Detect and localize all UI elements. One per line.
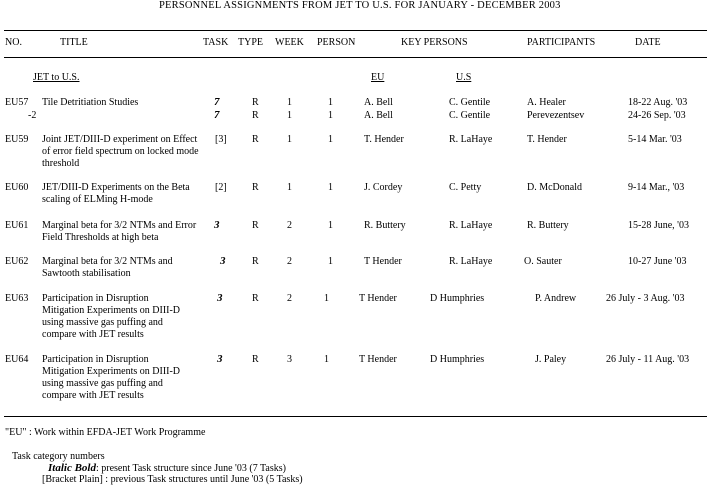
row-person: 1 — [328, 134, 333, 145]
table-bottom-rule — [4, 416, 707, 417]
row-title: Participation in Disruption Mitigation Experiments on DIII-D using massive gas puffing and compare with JET results — [42, 354, 181, 401]
row-person: 1 — [328, 110, 333, 121]
header-participants: PARTICIPANTS — [527, 37, 596, 48]
row-week: 2 — [287, 256, 292, 267]
row-task: 3 — [217, 292, 223, 304]
row-person: 1 — [328, 182, 333, 193]
row-task: 3 — [214, 219, 220, 231]
row-title: JET/DIII-D Experiments on the Beta scaling of ELMing H-mode — [42, 182, 190, 205]
row-date: 24-26 Sep. '03 — [628, 110, 686, 121]
row-title: Participation in Disruption Mitigation Experiments on DIII-D using massive gas puffing and compare with JET results — [42, 293, 181, 340]
row-no: EU57 — [5, 97, 29, 108]
row-date: 10-27 June '03 — [628, 256, 687, 267]
row-no: EU63 — [5, 293, 29, 304]
row-participants: A. Healer — [527, 97, 566, 108]
header-person: PERSON — [317, 37, 356, 48]
row-us-key: C. Gentile — [449, 97, 491, 108]
row-date: 9-14 Mar., '03 — [628, 182, 685, 193]
row-participants: T. Hender — [527, 134, 567, 145]
row-week: 1 — [287, 110, 292, 121]
row-no: EU62 — [5, 256, 29, 267]
row-task: 3 — [220, 255, 226, 267]
row-us-key: D Humphries — [430, 293, 485, 304]
row-participants: R. Buttery — [527, 220, 569, 231]
row-person: 1 — [328, 256, 333, 267]
header-key-persons: KEY PERSONS — [401, 37, 468, 48]
row-eu-key: T Hender — [364, 256, 402, 267]
row-task: 3 — [217, 353, 223, 365]
row-date: 26 July - 3 Aug. '03 — [606, 293, 685, 304]
row-person: 1 — [328, 97, 333, 108]
section-label: JET to U.S. — [33, 72, 80, 83]
section-us-column: U.S — [456, 72, 472, 83]
row-eu-key: T Hender — [359, 293, 397, 304]
row-title: Marginal beta for 3/2 NTMs and Sawtooth stabilisation — [42, 256, 173, 279]
row-no: EU60 — [5, 182, 29, 193]
row-task: [3] — [215, 134, 227, 145]
row-week: 1 — [287, 97, 292, 108]
row-no: EU59 — [5, 134, 29, 145]
header-week: WEEK — [275, 37, 304, 48]
row-week: 1 — [287, 134, 292, 145]
row-title: Marginal beta for 3/2 NTMs and Error Field Thresholds at high beta — [42, 220, 197, 243]
row-eu-key: J. Cordey — [364, 182, 403, 193]
row-participants: J. Paley — [535, 354, 567, 365]
footnote-task-category: Task category numbers — [12, 451, 105, 462]
header-bottom-rule — [4, 57, 707, 58]
row-date: 18-22 Aug. '03 — [628, 97, 688, 108]
row-task: 7 — [214, 96, 220, 108]
row-date: 26 July - 11 Aug. '03 — [606, 354, 690, 365]
row-type: R — [252, 256, 259, 267]
footnote-eu: "EU" : Work within EFDA-JET Work Programme — [5, 427, 206, 438]
row-type: R — [252, 354, 259, 365]
row-date: 5-14 Mar. '03 — [628, 134, 682, 145]
row-no: -2 — [28, 110, 37, 121]
row-week: 1 — [287, 182, 292, 193]
row-task: [2] — [215, 182, 227, 193]
row-type: R — [252, 182, 259, 193]
row-title: Joint JET/DIII-D experiment on Effect of error field spectrum on locked mode threshold — [42, 134, 199, 169]
row-person: 1 — [328, 220, 333, 231]
header-top-rule — [4, 30, 707, 31]
footnote-bracket: [Bracket Plain] : previous Task structures until June '03 (5 Tasks) — [42, 474, 303, 485]
row-no: EU64 — [5, 354, 29, 365]
row-eu-key: A. Bell — [364, 97, 393, 108]
footnote-italic-bold-label: Italic Bold — [48, 462, 96, 474]
row-task: 7 — [214, 109, 220, 121]
section-eu-column: EU — [371, 72, 385, 83]
row-title: Tile Detritiation Studies — [42, 97, 139, 108]
row-participants: O. Sauter — [524, 256, 562, 267]
row-eu-key: R. Buttery — [364, 220, 406, 231]
row-participants: D. McDonald — [527, 182, 582, 193]
row-eu-key: A. Bell — [364, 110, 393, 121]
row-participants: Perevezentsev — [527, 110, 585, 121]
row-us-key: D Humphries — [430, 354, 485, 365]
row-us-key: C. Gentile — [449, 110, 491, 121]
row-person: 1 — [324, 293, 329, 304]
row-us-key: R. LaHaye — [449, 220, 493, 231]
row-week: 2 — [287, 293, 292, 304]
row-eu-key: T Hender — [359, 354, 397, 365]
header-type: TYPE — [238, 37, 263, 48]
row-type: R — [252, 220, 259, 231]
document-title: PERSONNEL ASSIGNMENTS FROM JET TO U.S. FOR JANUARY - DECEMBER 2003 — [159, 0, 561, 11]
row-week: 2 — [287, 220, 292, 231]
row-date: 15-28 June, '03 — [628, 220, 689, 231]
row-us-key: R. LaHaye — [449, 256, 493, 267]
row-type: R — [252, 134, 259, 145]
row-type: R — [252, 97, 259, 108]
header-title: TITLE — [60, 37, 88, 48]
footnote-italic-bold-desc: : present Task structure since June '03 (7 Tasks) — [95, 463, 286, 474]
header-no: NO. — [5, 37, 22, 48]
row-type: R — [252, 293, 259, 304]
row-eu-key: T. Hender — [364, 134, 404, 145]
header-date: DATE — [635, 37, 661, 48]
row-participants: P. Andrew — [535, 293, 577, 304]
row-us-key: C. Petty — [449, 182, 482, 193]
row-person: 1 — [324, 354, 329, 365]
row-us-key: R. LaHaye — [449, 134, 493, 145]
row-week: 3 — [287, 354, 292, 365]
row-no: EU61 — [5, 220, 29, 231]
row-type: R — [252, 110, 259, 121]
header-task: TASK — [203, 37, 229, 48]
